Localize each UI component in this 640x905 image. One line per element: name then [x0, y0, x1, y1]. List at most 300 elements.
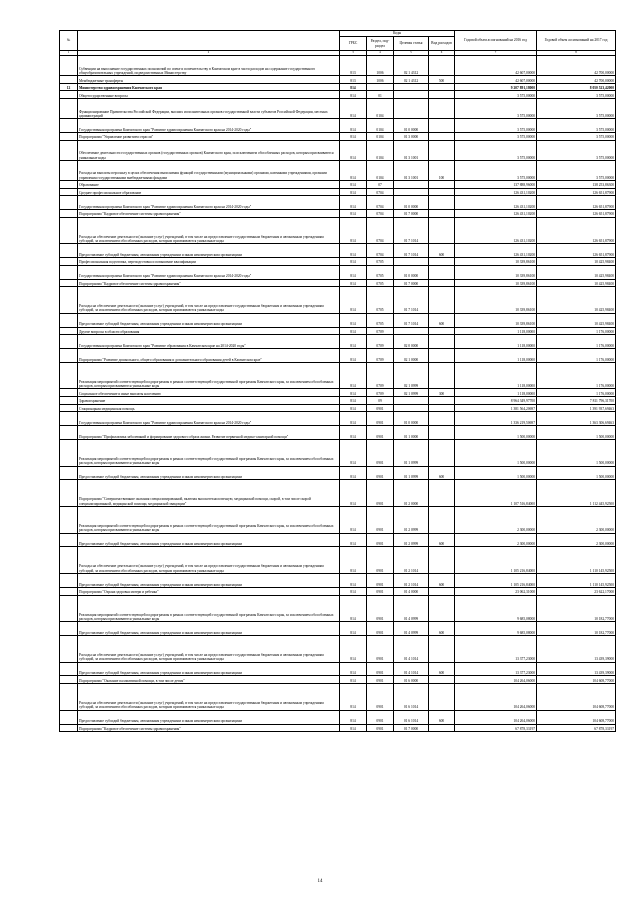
row-number [60, 710, 78, 724]
row-razdel: 0705 [367, 313, 394, 327]
row-name: Подпрограмма "Кадровое обеспечение системы здравоохранения" [78, 279, 340, 287]
row-grbs: 813 [340, 76, 367, 84]
row-razdel: 0704 [367, 244, 394, 258]
row-grbs: 814 [340, 676, 367, 684]
row-amount-2016: 3 575,00000 [455, 91, 537, 99]
row-number [60, 335, 78, 349]
row-name: Предоставление субсидий бюджетным, автономным учреждениям и иным некоммерческим организациям [78, 533, 340, 547]
row-grbs: 814 [340, 587, 367, 595]
row-target-article: 01 4 1014 [394, 662, 429, 676]
row-amount-2016: 1 105 216,84000 [455, 574, 537, 588]
row-amount-2016: 104 264,06000 [455, 710, 537, 724]
row-name: Государственная программа Камчатского края "Развитие здравоохранения Камчатского края на 2014-2020 годы" [78, 265, 340, 279]
row-name: Подпрограмма "Кадровое обеспечение системы здравоохранения" [78, 210, 340, 218]
row-target-article [394, 83, 429, 91]
row-number [60, 397, 78, 405]
row-number [60, 404, 78, 412]
budget-table-container [59, 30, 615, 732]
row-amount-2017: 3 575,00000 [537, 160, 616, 180]
row-number [60, 426, 78, 440]
table-row [60, 466, 616, 480]
row-target-article: 01 6 0000 [394, 676, 429, 684]
table-row [60, 349, 616, 363]
row-razdel: 0104 [367, 133, 394, 141]
row-expense-type [429, 91, 455, 99]
header-target-article: Целевая статья [394, 37, 429, 51]
table-row [60, 506, 616, 533]
row-target-article: 01 1 0999 [394, 439, 429, 466]
table-row [60, 412, 616, 426]
header-grbs: ГРБС [340, 37, 367, 51]
row-razdel: 0705 [367, 258, 394, 266]
table-row [60, 217, 616, 244]
table-row [60, 265, 616, 279]
row-amount-2016: 1 336 219,50697 [455, 412, 537, 426]
row-amount-2017: 13 439,39000 [537, 662, 616, 676]
table-row [60, 313, 616, 327]
row-razdel: 0704 [367, 196, 394, 210]
row-razdel: 0705 [367, 279, 394, 287]
row-name: Обеспечение деятельности государственных органов (государственных органов) Камчатского края, за исключением обособленных расходов, которым присваиваются уникальные коды [78, 140, 340, 160]
row-target-article [394, 397, 429, 405]
row-amount-2016: 1 118,00000 [455, 327, 537, 335]
row-amount-2017: 1 500,00000 [537, 439, 616, 466]
row-razdel: 0901 [367, 622, 394, 636]
table-row [60, 480, 616, 507]
row-amount-2017: 104 608,77000 [537, 684, 616, 711]
row-expense-type [429, 217, 455, 244]
row-amount-2016: 67 878,33197 [455, 724, 537, 732]
row-name: Реализация мероприятий соответствующей подпрограммы в рамках соответствующей государственной программы Камчатского края, за исключением обособленных расходов, которым присваиваются уникальные коды [78, 362, 340, 389]
row-amount-2016: 1 118,00000 [455, 335, 537, 349]
row-target-article: 01 4 0000 [394, 587, 429, 595]
row-grbs: 814 [340, 574, 367, 588]
row-amount-2016: 1 107 516,84000 [455, 480, 537, 507]
row-amount-2016: 10 339,86100 [455, 265, 537, 279]
row-razdel: 0901 [367, 533, 394, 547]
row-name: Реализация мероприятий соответствующей подпрограммы в рамках соответствующей государственной программы Камчатского края, за исключением обособленных расходов, которым присваиваются уникальные коды [78, 506, 340, 533]
row-number [60, 622, 78, 636]
row-expense-type: 600 [429, 710, 455, 724]
row-expense-type [429, 480, 455, 507]
row-name: Предоставление субсидий бюджетным, автономным учреждениям и иным некоммерческим организациям [78, 244, 340, 258]
row-target-article: 01 2 0000 [394, 480, 429, 507]
row-amount-2017: 126 651,87900 [537, 210, 616, 218]
row-amount-2017: 7 811 796,31700 [537, 397, 616, 405]
table-row [60, 635, 616, 662]
row-amount-2017: 1 176,00000 [537, 349, 616, 363]
row-grbs: 814 [340, 133, 367, 141]
row-amount-2016: 10 339,86100 [455, 287, 537, 314]
row-amount-2016: 3 575,00000 [455, 98, 537, 118]
row-grbs: 814 [340, 327, 367, 335]
row-amount-2016: 126 431,10200 [455, 188, 537, 196]
row-amount-2016: 1 500,00000 [455, 466, 537, 480]
row-expense-type: 100 [429, 160, 455, 180]
row-expense-type [429, 119, 455, 133]
row-amount-2017: 42 700,00000 [537, 76, 616, 84]
row-amount-2017: 2 300,00000 [537, 506, 616, 533]
row-razdel: 0901 [367, 574, 394, 588]
row-expense-type: 600 [429, 662, 455, 676]
row-expense-type [429, 83, 455, 91]
row-target-article: 01 7 1014 [394, 313, 429, 327]
row-target-article: 01 6 1014 [394, 684, 429, 711]
table-row [60, 362, 616, 389]
row-grbs: 814 [340, 210, 367, 218]
row-grbs: 814 [340, 181, 367, 189]
row-amount-2017: 10 425,98400 [537, 258, 616, 266]
row-expense-type [429, 98, 455, 118]
row-number [60, 196, 78, 210]
row-razdel: 0901 [367, 676, 394, 684]
row-amount-2017: 10 425,98400 [537, 313, 616, 327]
col-index: 4 [367, 51, 394, 56]
row-amount-2016: 1 105 216,84000 [455, 547, 537, 574]
row-amount-2016: 1 381 564,20697 [455, 404, 537, 412]
row-name: Реализация мероприятий соответствующей подпрограммы в рамках соответствующей государственной программы Камчатского края, за исключением обособленных расходов, которым присваиваются уникальные коды [78, 595, 340, 622]
row-expense-type: 600 [429, 313, 455, 327]
row-razdel: 0901 [367, 587, 394, 595]
row-number [60, 587, 78, 595]
table-row [60, 140, 616, 160]
row-expense-type [429, 547, 455, 574]
row-target-article: 01 2 0999 [394, 506, 429, 533]
row-grbs: 814 [340, 480, 367, 507]
row-amount-2017: 3 575,00000 [537, 91, 616, 99]
row-razdel: 0901 [367, 439, 394, 466]
row-amount-2017: 1 176,00000 [537, 335, 616, 349]
row-number [60, 506, 78, 533]
table-row [60, 119, 616, 133]
row-target-article: 01 3 1001 [394, 140, 429, 160]
row-target-article [394, 188, 429, 196]
row-razdel: 0104 [367, 119, 394, 133]
budget-table [59, 30, 616, 732]
row-target-article: 02 1 0999 [394, 362, 429, 389]
row-number [60, 279, 78, 287]
row-number [60, 595, 78, 622]
row-target-article: 01 2 1014 [394, 574, 429, 588]
row-grbs: 814 [340, 397, 367, 405]
table-row [60, 83, 616, 91]
table-row [60, 181, 616, 189]
row-target-article: 01 3 0000 [394, 133, 429, 141]
row-target-article: 02 0 0000 [394, 335, 429, 349]
row-expense-type [429, 265, 455, 279]
row-number [60, 210, 78, 218]
row-target-article: 01 3 1001 [394, 160, 429, 180]
header-number: № [60, 31, 78, 51]
row-number [60, 533, 78, 547]
row-name: Профессиональная подготовка, переподготовка и повышение квалификации [78, 258, 340, 266]
row-target-article [394, 181, 429, 189]
row-amount-2017: 3 575,00000 [537, 140, 616, 160]
row-expense-type [429, 404, 455, 412]
page-number: 14 [317, 879, 323, 884]
row-razdel: 01 [367, 91, 394, 99]
row-razdel: 0709 [367, 389, 394, 397]
row-amount-2017: 1 500,00000 [537, 426, 616, 440]
row-name: Функционирование Правительства Российской Федерации, высших исполнительных органов государственной власти субъектов Российской Федерации, местных администраций [78, 98, 340, 118]
row-amount-2017: 126 651,87900 [537, 217, 616, 244]
row-number [60, 91, 78, 99]
row-grbs: 814 [340, 506, 367, 533]
row-amount-2016: 9 685,08000 [455, 595, 537, 622]
row-name: Государственная программа Камчатского края "Развитие здравоохранения Камчатского края на 2014-2020 годы" [78, 196, 340, 210]
row-target-article: 01 0 0000 [394, 265, 429, 279]
row-number [60, 133, 78, 141]
row-number [60, 439, 78, 466]
row-expense-type: 500 [429, 76, 455, 84]
row-amount-2016: 126 431,10200 [455, 217, 537, 244]
row-grbs: 814 [340, 91, 367, 99]
header-name [78, 31, 340, 51]
row-number [60, 313, 78, 327]
row-razdel: 07 [367, 181, 394, 189]
row-razdel: 0901 [367, 466, 394, 480]
row-target-article: 01 1 0000 [394, 426, 429, 440]
row-number [60, 412, 78, 426]
row-razdel: 0709 [367, 327, 394, 335]
row-name: Реализация мероприятий соответствующей подпрограммы в рамках соответствующей государственной программы Камчатского края, за исключением обособленных расходов, которым присваиваются уникальные коды [78, 439, 340, 466]
row-amount-2017: 1 110 145,92500 [537, 574, 616, 588]
row-amount-2016: 2 300,00000 [455, 533, 537, 547]
row-amount-2016: 9 207 891,18000 [455, 83, 537, 91]
row-expense-type [429, 279, 455, 287]
row-razdel: 0104 [367, 140, 394, 160]
row-grbs: 813 [340, 56, 367, 76]
row-number [60, 547, 78, 574]
row-amount-2016: 13 377,23000 [455, 662, 537, 676]
row-amount-2016: 126 431,10200 [455, 196, 537, 210]
row-amount-2016: 8 964 349,97700 [455, 397, 537, 405]
row-name: Подпрограмма "Совершенствование оказания специализированной, включая высокотехнологичную, медицинской помощи, скорой, в том числе скорой специализированной, медицинской помощи, медицинской эвакуации" [78, 480, 340, 507]
row-amount-2016: 1 500,00000 [455, 426, 537, 440]
row-target-article: 01 4 1014 [394, 635, 429, 662]
row-name: Здравоохранение [78, 397, 340, 405]
row-target-article [394, 327, 429, 335]
row-expense-type [429, 635, 455, 662]
row-name: Подпрограмма "Кадровое обеспечение системы здравоохранения" [78, 724, 340, 732]
row-expense-type [429, 724, 455, 732]
row-number: 12 [60, 83, 78, 91]
table-row [60, 76, 616, 84]
row-amount-2016: 1 118,00000 [455, 349, 537, 363]
row-name: Государственная программа Камчатского края "Развитие образования в Камчатском крае на 2014-2020 годы" [78, 335, 340, 349]
row-expense-type [429, 676, 455, 684]
row-amount-2017: 10 182,77000 [537, 595, 616, 622]
row-grbs: 814 [340, 217, 367, 244]
row-name: Министерство здравоохранения Камчатского края [78, 83, 340, 91]
row-name: Государственная программа Камчатского края "Развитие здравоохранения Камчатского края на 2014-2020 годы" [78, 412, 340, 426]
table-row [60, 710, 616, 724]
row-expense-type: 600 [429, 622, 455, 636]
row-target-article: 02 1 0000 [394, 349, 429, 363]
row-grbs: 814 [340, 279, 367, 287]
row-name: Расходы на обеспечение деятельности (оказание услуг) учреждений, в том числе на предоставление государственным бюджетным и автономным учреждениям субсидий, за исключением обособленных расходов, которым присваиваются уникальные коды [78, 547, 340, 574]
table-row [60, 397, 616, 405]
row-grbs: 814 [340, 244, 367, 258]
table-row [60, 724, 616, 732]
row-grbs: 814 [340, 684, 367, 711]
row-target-article: 01 1 0999 [394, 466, 429, 480]
row-razdel [367, 83, 394, 91]
row-razdel: 0901 [367, 506, 394, 533]
row-name: Предоставление субсидий бюджетным, автономным учреждениям и иным некоммерческим организациям [78, 662, 340, 676]
row-expense-type [429, 133, 455, 141]
col-index: 6 [429, 51, 455, 56]
row-amount-2016: 42 607,00000 [455, 76, 537, 84]
row-number [60, 327, 78, 335]
row-expense-type [429, 56, 455, 76]
row-target-article [394, 98, 429, 118]
row-amount-2017: 10 425,98400 [537, 287, 616, 314]
row-razdel: 0901 [367, 404, 394, 412]
row-number [60, 574, 78, 588]
row-number [60, 676, 78, 684]
row-razdel: 0704 [367, 217, 394, 244]
row-number [60, 217, 78, 244]
row-target-article [394, 91, 429, 99]
row-number [60, 98, 78, 118]
row-number [60, 258, 78, 266]
col-index: 3 [340, 51, 367, 56]
row-grbs: 814 [340, 188, 367, 196]
row-amount-2016: 9 685,08000 [455, 622, 537, 636]
row-amount-2016: 1 118,00000 [455, 389, 537, 397]
row-razdel: 0704 [367, 210, 394, 218]
row-expense-type [429, 412, 455, 426]
row-amount-2016: 137 888,96000 [455, 181, 537, 189]
row-target-article: 01 7 0000 [394, 724, 429, 732]
row-target-article: 02 1 4312 [394, 56, 429, 76]
row-number [60, 76, 78, 84]
row-name: Подпрограмма "Профилактика заболеваний и формирование здорового образа жизни. Развитие первичной медико-санитарной помощи" [78, 426, 340, 440]
header-codes: Коды [340, 31, 455, 37]
row-grbs: 814 [340, 533, 367, 547]
row-razdel: 0104 [367, 160, 394, 180]
row-razdel: 0901 [367, 426, 394, 440]
row-grbs: 814 [340, 265, 367, 279]
row-amount-2017: 10 425,98400 [537, 279, 616, 287]
row-target-article: 02 1 4312 [394, 76, 429, 84]
row-number [60, 188, 78, 196]
row-grbs: 814 [340, 710, 367, 724]
row-amount-2017: 2 300,00000 [537, 533, 616, 547]
row-razdel: 0901 [367, 480, 394, 507]
row-name: Подпрограмма "Охрана здоровья матери и ребенка" [78, 587, 340, 595]
row-expense-type [429, 349, 455, 363]
row-amount-2016: 3 575,00000 [455, 133, 537, 141]
row-target-article: 01 4 0999 [394, 595, 429, 622]
table-row [60, 676, 616, 684]
table-row [60, 404, 616, 412]
row-amount-2017: 104 608,77000 [537, 676, 616, 684]
row-expense-type [429, 188, 455, 196]
row-amount-2017: 10 425,98400 [537, 265, 616, 279]
row-number [60, 480, 78, 507]
row-amount-2017: 3 575,00000 [537, 98, 616, 118]
row-grbs: 814 [340, 83, 367, 91]
row-razdel: 0901 [367, 547, 394, 574]
row-grbs: 814 [340, 412, 367, 426]
table-row [60, 188, 616, 196]
row-amount-2016: 104 264,06000 [455, 684, 537, 711]
row-expense-type: 600 [429, 574, 455, 588]
row-name: Подпрограмма "Развитие дошкольного, общего образования и дополнительного образования детей в Камчатском крае" [78, 349, 340, 363]
row-amount-2016: 1 500,00000 [455, 439, 537, 466]
row-razdel: 0901 [367, 710, 394, 724]
row-grbs: 814 [340, 160, 367, 180]
row-grbs: 814 [340, 635, 367, 662]
row-name: Предоставление субсидий бюджетным, автономным учреждениям и иным некоммерческим организациям [78, 622, 340, 636]
row-expense-type [429, 196, 455, 210]
row-target-article: 01 7 1014 [394, 217, 429, 244]
row-razdel: 0901 [367, 662, 394, 676]
row-expense-type [429, 335, 455, 349]
row-amount-2016: 126 431,10200 [455, 210, 537, 218]
row-grbs: 814 [340, 362, 367, 389]
col-index: 5 [394, 51, 429, 56]
row-expense-type [429, 327, 455, 335]
row-grbs: 814 [340, 662, 367, 676]
row-name: Государственная программа Камчатского края "Развитие здравоохранения Камчатского края на 2014-2020 годы" [78, 119, 340, 133]
row-name: Предоставление субсидий бюджетным, автономным учреждениям и иным некоммерческим организациям [78, 313, 340, 327]
row-number [60, 349, 78, 363]
row-amount-2016: 3 575,00000 [455, 160, 537, 180]
row-expense-type: 600 [429, 466, 455, 480]
row-name: Предоставление субсидий бюджетным, автономным учреждениям и иным некоммерческим организациям [78, 574, 340, 588]
table-row [60, 160, 616, 180]
row-grbs: 814 [340, 547, 367, 574]
row-expense-type [429, 181, 455, 189]
row-amount-2017: 23 622,17000 [537, 587, 616, 595]
row-amount-2017: 13 439,39000 [537, 635, 616, 662]
row-amount-2016: 42 607,00000 [455, 56, 537, 76]
table-row [60, 244, 616, 258]
row-target-article: 01 2 0999 [394, 533, 429, 547]
row-razdel: 0901 [367, 684, 394, 711]
row-razdel: 0901 [367, 724, 394, 732]
row-number [60, 181, 78, 189]
row-target-article: 01 2 1014 [394, 547, 429, 574]
row-grbs: 814 [340, 595, 367, 622]
row-amount-2017: 1 500,00000 [537, 466, 616, 480]
table-row [60, 426, 616, 440]
table-row [60, 258, 616, 266]
row-razdel: 0901 [367, 412, 394, 426]
table-row [60, 547, 616, 574]
col-index: 1 [60, 51, 78, 56]
row-number [60, 724, 78, 732]
row-razdel: 0901 [367, 595, 394, 622]
row-amount-2016: 1 118,00000 [455, 362, 537, 389]
row-number [60, 466, 78, 480]
row-grbs: 814 [340, 140, 367, 160]
row-expense-type [429, 595, 455, 622]
row-grbs: 814 [340, 622, 367, 636]
row-grbs: 814 [340, 349, 367, 363]
table-row [60, 533, 616, 547]
row-name: Стационарная медицинская помощь [78, 404, 340, 412]
row-expense-type [429, 587, 455, 595]
table-row [60, 287, 616, 314]
table-row [60, 133, 616, 141]
table-row [60, 56, 616, 76]
col-index: 2 [78, 51, 340, 56]
row-name: Межбюджетные трансферты [78, 76, 340, 84]
